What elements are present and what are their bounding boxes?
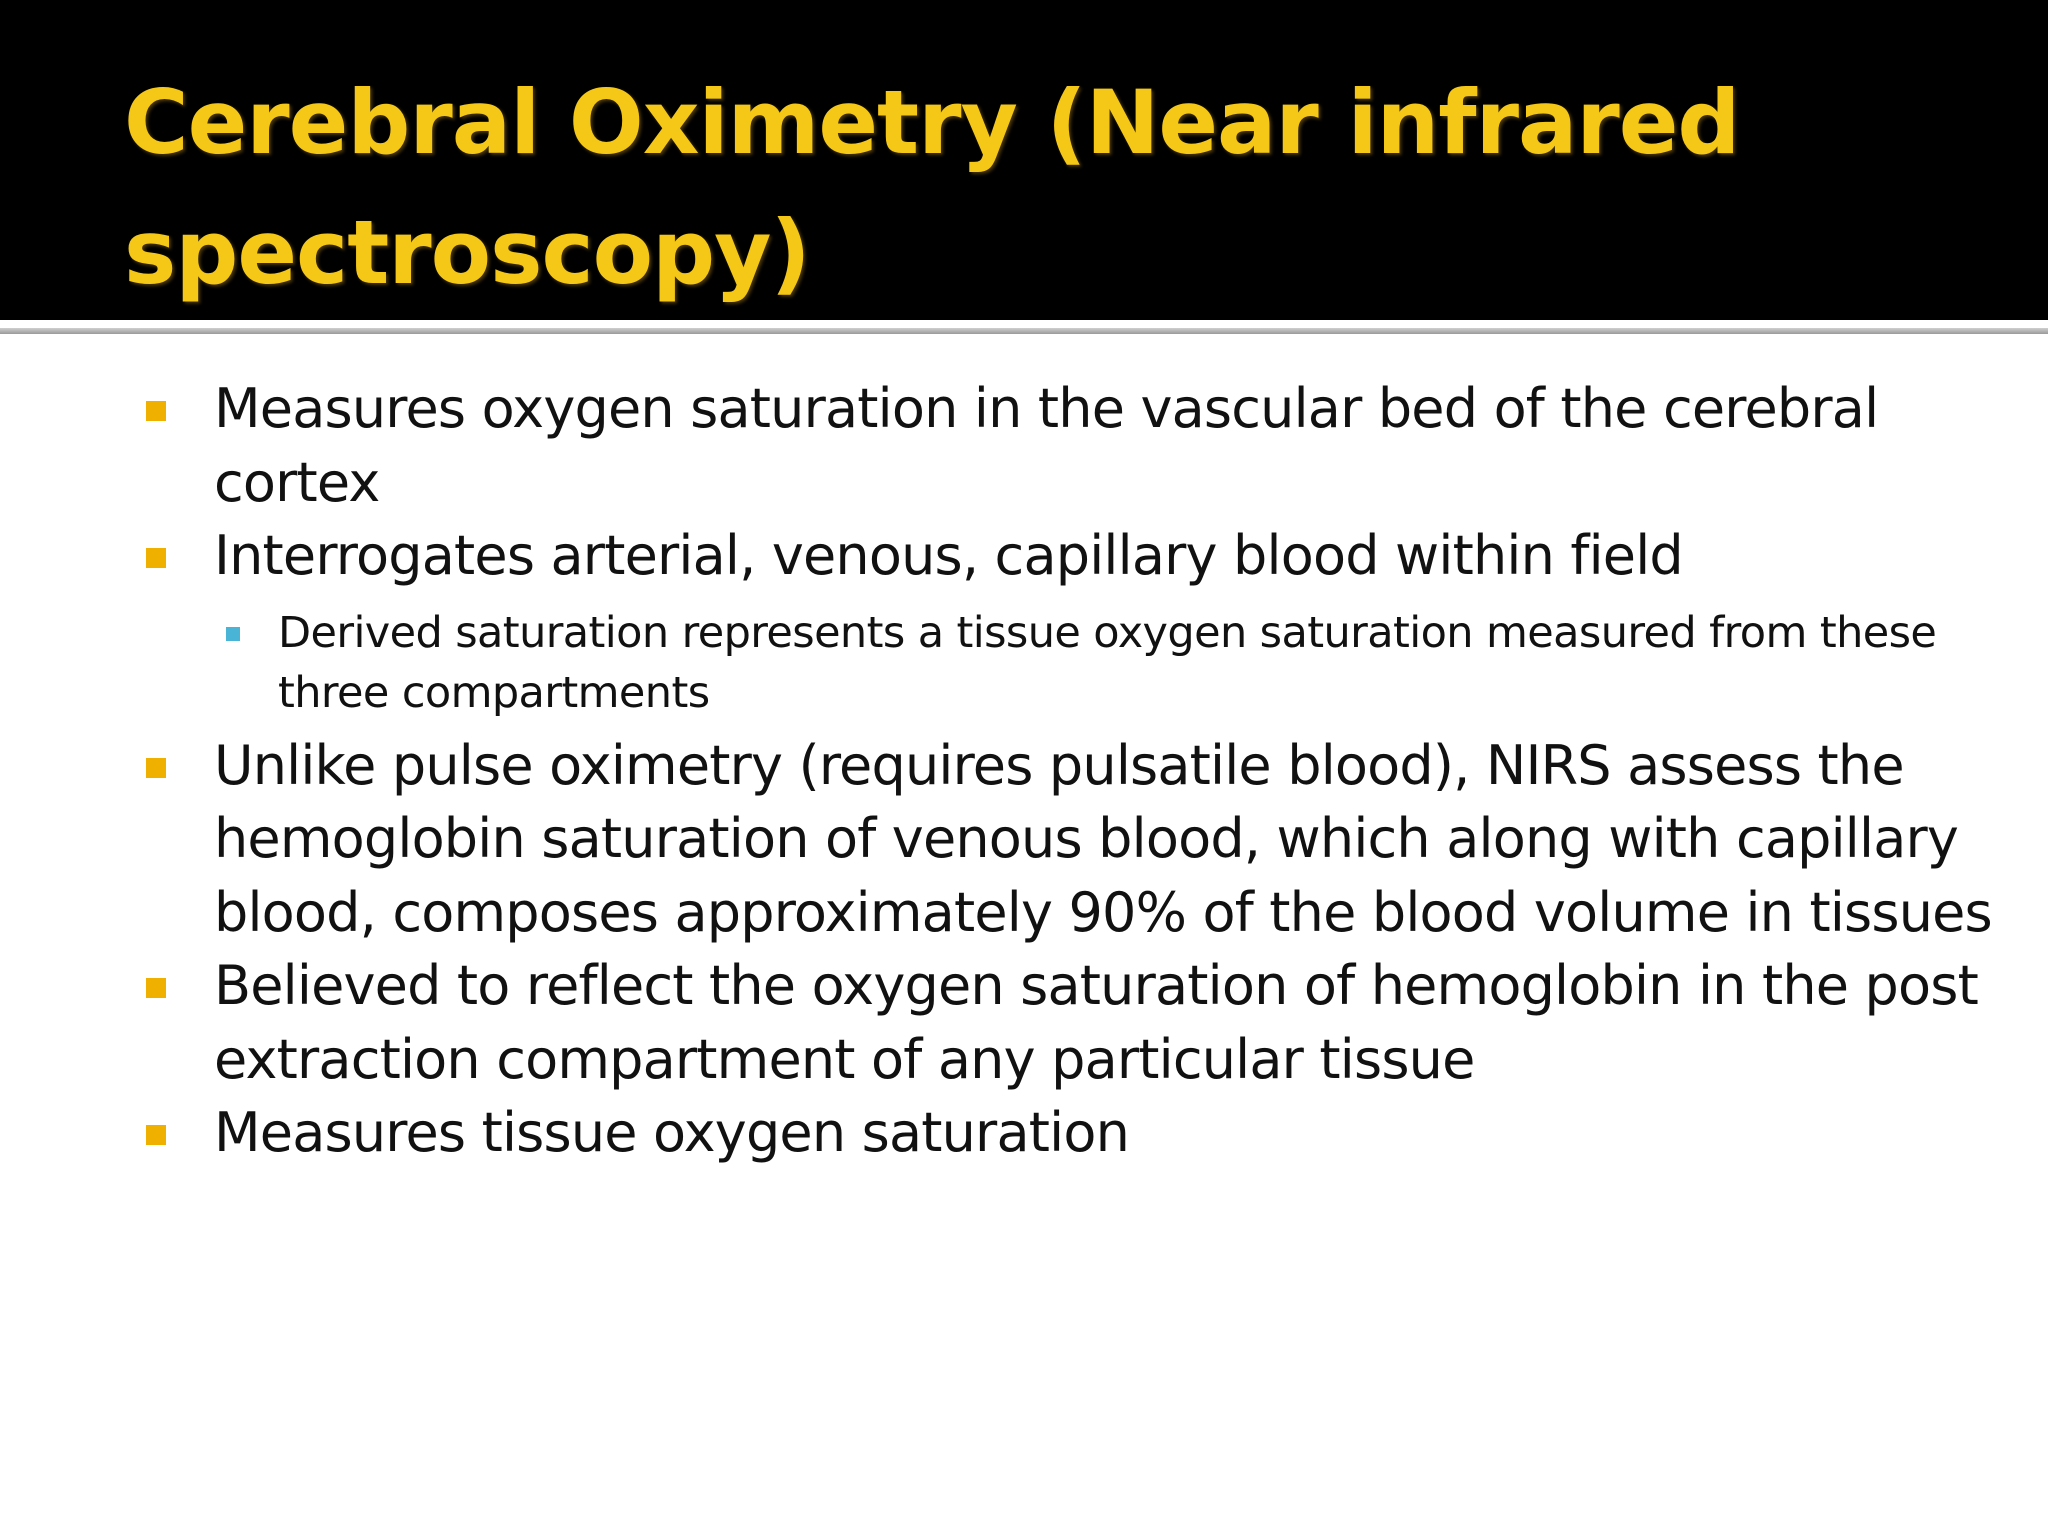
square-bullet-icon (146, 758, 166, 778)
bullet-text: Measures tissue oxygen saturation (214, 1101, 1129, 1164)
slide-title: Cerebral Oximetry (Near infrared spectroscopy) (124, 71, 1740, 304)
square-bullet-icon (146, 1125, 166, 1145)
bullet-item (140, 729, 2000, 950)
bullet-item (140, 1096, 2000, 1170)
title-divider (0, 328, 2048, 334)
square-bullet-icon (146, 978, 166, 998)
bullet-text: Measures oxygen saturation in the vascular bed of the cerebral cortex (214, 377, 1879, 514)
bullet-item (140, 949, 2000, 1096)
sub-bullet-item (278, 603, 2000, 723)
square-bullet-icon (146, 548, 166, 568)
bullet-item (140, 519, 2000, 593)
square-bullet-icon (146, 401, 166, 421)
slide-body (140, 372, 2000, 1170)
square-sub-bullet-icon (226, 627, 240, 641)
bullet-text: Believed to reflect the oxygen saturation of hemoglobin in the post extraction compartment of any particular tissue (214, 954, 1978, 1091)
bullet-item (140, 372, 2000, 519)
title-bar (0, 0, 2048, 320)
bullet-text: Unlike pulse oximetry (requires pulsatile blood), NIRS assess the hemoglobin saturation of venous blood, which along with capillary blood, composes approximately 90% of the blood volume in tissues (214, 733, 1992, 944)
sub-bullet-text: Derived saturation represents a tissue oxygen saturation measured from these three compartments (278, 607, 1937, 718)
bullet-text: Interrogates arterial, venous, capillary blood within field (214, 524, 1683, 587)
